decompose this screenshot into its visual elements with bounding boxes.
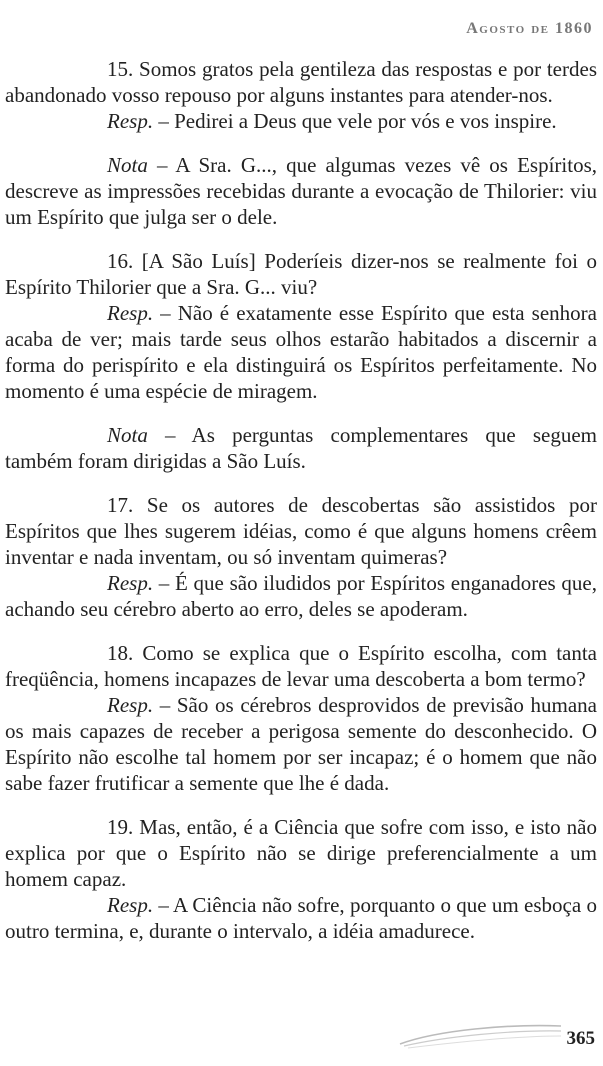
question-19: 19. Mas, então, é a Ciência que sofre com isso, e isto não explica por que o Espírito não se dirige preferencialmente a um homem capaz. xyxy=(5,815,597,891)
resp-label: Resp. xyxy=(107,571,154,595)
note-text: – A Sra. G..., que algumas vezes vê os Espíritos, descreve as impressões recebidas durante a evocação de Thilorier: viu um Espírito que julga ser o dele. xyxy=(5,153,597,229)
resp-label: Resp. xyxy=(107,109,154,133)
answer-text: – Não é exatamente esse Espírito que esta senhora acaba de ver; mais tarde seus olhos estarão habitados a discernir a forma do perispírito e ela distinguirá os Espíritos perfeitamente. No momento é uma espécie de miragem. xyxy=(5,301,597,403)
resp-label: Resp. xyxy=(107,693,154,717)
note-1 xyxy=(5,152,597,230)
page-body xyxy=(5,56,597,944)
note-label: Nota xyxy=(107,153,148,177)
note-text: – As perguntas complementares que seguem também foram dirigidas a São Luís. xyxy=(5,423,597,473)
question-16: 16. [A São Luís] Poderíeis dizer-nos se realmente foi o Espírito Thilorier que a Sra. G... viu? xyxy=(5,249,597,299)
answer-text: – É que são iludidos por Espíritos enganadores que, achando seu cérebro aberto ao erro, deles se apoderam. xyxy=(5,571,597,621)
question-15: 15. Somos gratos pela gentileza das respostas e por terdes abandonado vosso repouso por alguns instantes para atender-nos. xyxy=(5,57,597,107)
answer-15 xyxy=(5,108,597,134)
answer-text: – São os cérebros desprovidos de previsão humana os mais capazes de receber a perigosa semente do desconhecido. O Espírito não escolhe tal homem por ser incapaz; é o homem que não sabe fazer frutificar a semente que lhe é dada. xyxy=(5,693,597,795)
answer-16 xyxy=(5,300,597,404)
decorative-swoosh xyxy=(398,1020,563,1050)
page-number: 365 xyxy=(566,1028,595,1049)
answer-text: – Pedirei a Deus que vele por vós e vos inspire. xyxy=(153,109,557,133)
question-17: 17. Se os autores de descobertas são assistidos por Espíritos que lhes sugerem idéias, como é que alguns homens crêem inventar e nada inventam, ou só inventam quimeras? xyxy=(5,493,597,569)
answer-17 xyxy=(5,570,597,622)
note-label: Nota xyxy=(107,423,148,447)
answer-text: – A Ciência não sofre, porquanto o que um esboça o outro termina, e, durante o intervalo, a idéia amadurece. xyxy=(5,893,597,943)
resp-label: Resp. xyxy=(107,301,154,325)
question-18: 18. Como se explica que o Espírito escolha, com tanta freqüência, homens incapazes de levar uma descoberta a bom termo? xyxy=(5,641,597,691)
resp-label: Resp. xyxy=(107,893,154,917)
answer-18 xyxy=(5,692,597,796)
answer-19 xyxy=(5,892,597,944)
note-2 xyxy=(5,422,597,474)
page-footer xyxy=(0,1016,603,1066)
running-header: Agosto de 1860 xyxy=(466,20,593,37)
